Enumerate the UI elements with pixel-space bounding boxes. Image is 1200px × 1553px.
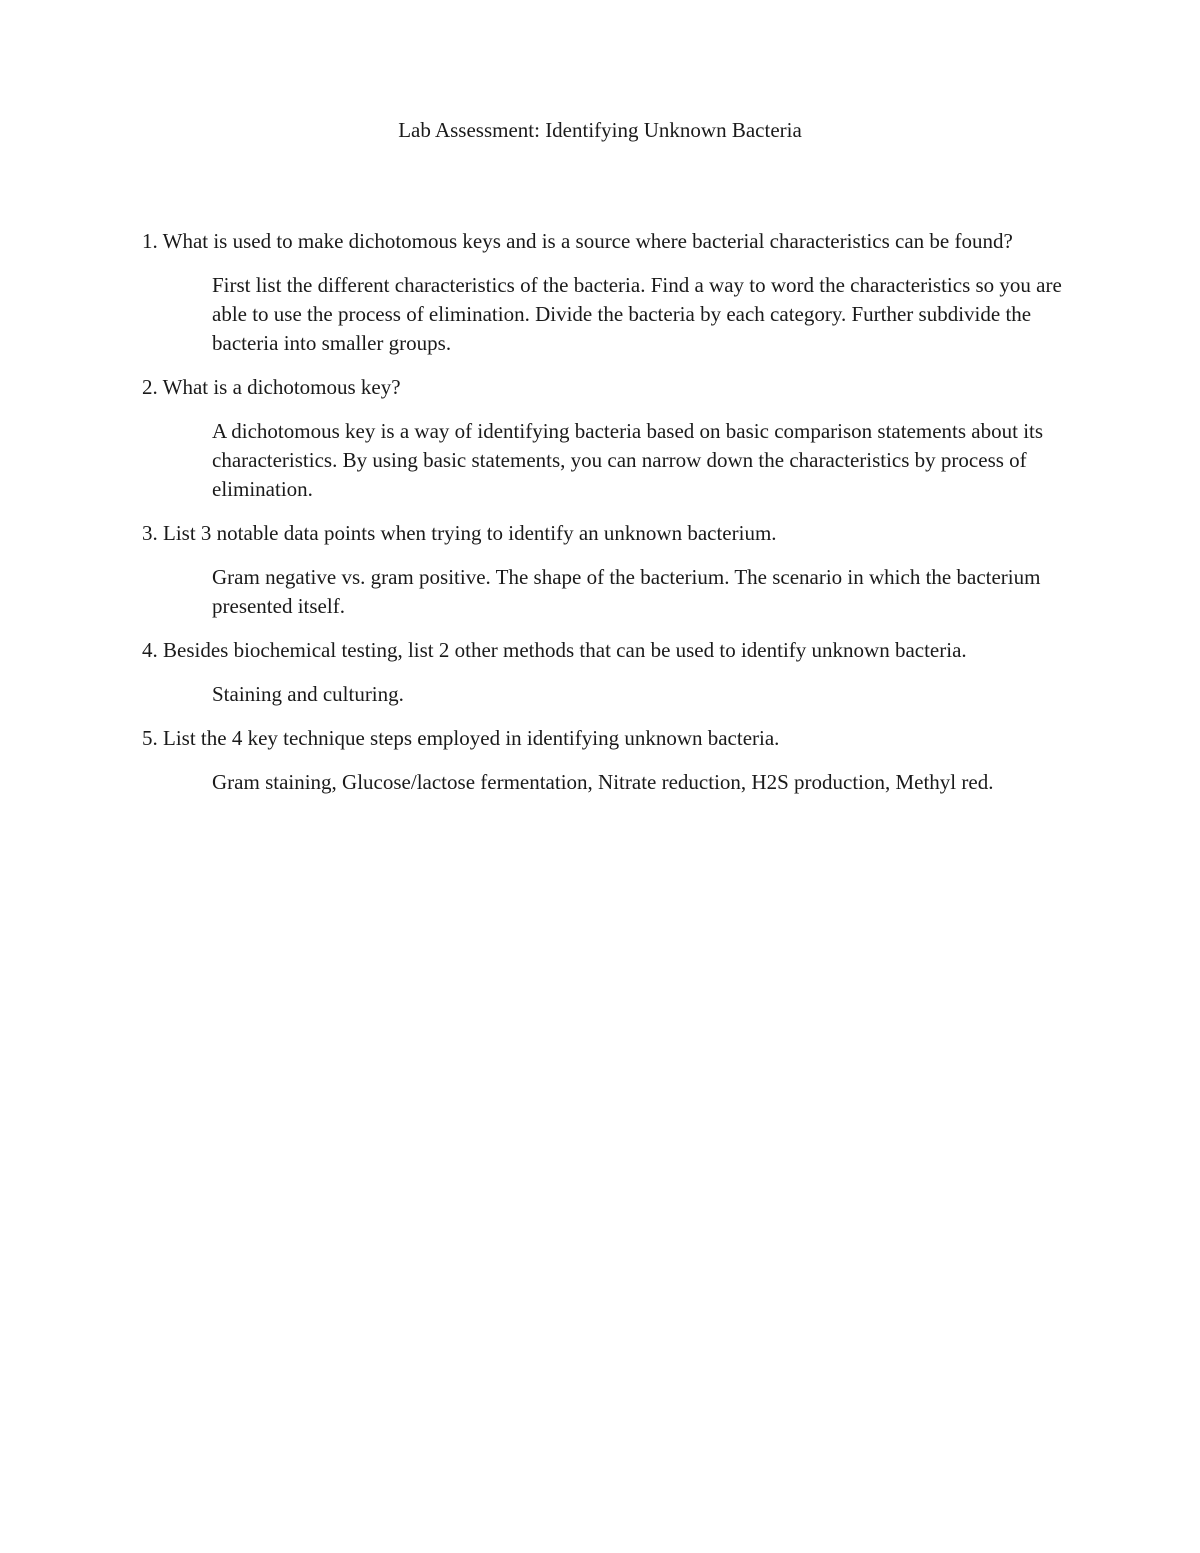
answer-text: Staining and culturing. (212, 682, 404, 706)
question-item-4 (142, 636, 1062, 709)
question-text: 5. List the 4 key technique steps employed in identifying unknown bacteria. (142, 726, 780, 750)
question-item-3 (142, 519, 1062, 621)
question-list (142, 227, 1062, 812)
answer-text: A dichotomous key is a way of identifying bacteria based on basic comparison statements about its characteristics. By using basic statements, you can narrow down the characteristics by process of elimination. (212, 419, 1044, 501)
question-text: 4. Besides biochemical testing, list 2 other methods that can be used to identify unknown bacteria. (142, 638, 967, 662)
question-text: 2. What is a dichotomous key? (142, 375, 401, 399)
document-title: Lab Assessment: Identifying Unknown Bacteria (398, 118, 802, 142)
answer-text: Gram staining, Glucose/lactose fermentation, Nitrate reduction, H2S production, Methyl red. (212, 770, 994, 794)
question-item-2 (142, 373, 1062, 504)
question-text: 3. List 3 notable data points when trying to identify an unknown bacterium. (142, 521, 777, 545)
question-text: 1. What is used to make dichotomous keys and is a source where bacterial characteristics can be found? (142, 229, 1013, 253)
answer-text: Gram negative vs. gram positive. The shape of the bacterium. The scenario in which the bacterium presented itself. (212, 565, 1041, 618)
question-item-1 (142, 227, 1062, 358)
answer-text: First list the different characteristics of the bacteria. Find a way to word the characteristics so you are able to use the process of elimination. Divide the bacteria by each category. Further subdivide the bacteria into smaller groups. (212, 273, 1062, 355)
question-item-5 (142, 724, 1062, 797)
